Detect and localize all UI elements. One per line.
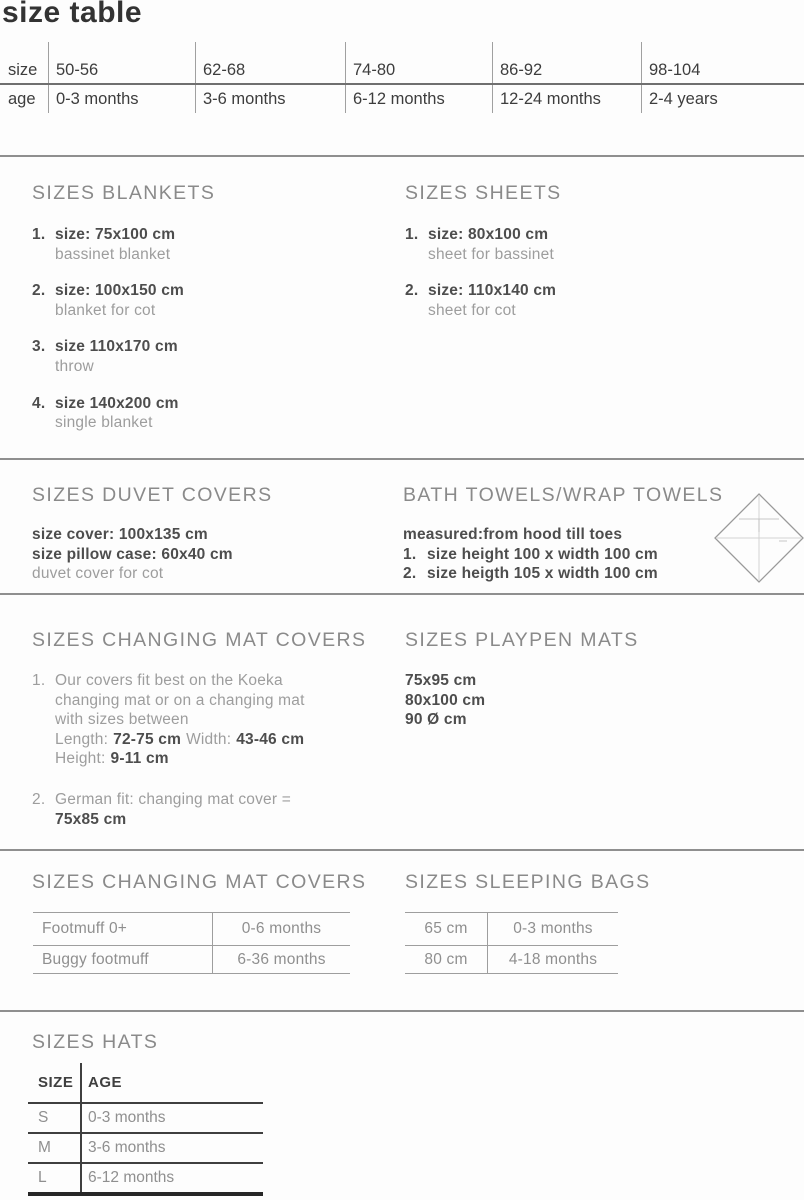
table-row xyxy=(28,1134,263,1164)
footmuffs-table xyxy=(33,912,350,974)
age-cell: 6-12 months xyxy=(345,85,492,113)
section-divider xyxy=(0,155,804,157)
size-cell: 86-92 xyxy=(492,42,641,83)
duvet-cover-size: size cover: 100x135 cm xyxy=(32,526,208,543)
hats-table xyxy=(28,1063,263,1196)
changing-mat-text: changing mat or on a changing mat xyxy=(55,691,305,709)
item-size: size: 75x100 cm xyxy=(55,226,176,243)
list-item xyxy=(32,671,372,769)
duvet-pillow-size: size pillow case: 60x40 cm xyxy=(32,545,233,563)
width-label: Width: xyxy=(186,730,232,748)
age-cell: 0-3 months xyxy=(48,85,195,113)
item-number: 2. xyxy=(405,282,419,300)
section-divider xyxy=(0,458,804,460)
list-item xyxy=(32,225,215,264)
size-cell: 62-68 xyxy=(195,42,345,83)
hat-age: 0-3 months xyxy=(80,1104,263,1132)
size-cell: 98-104 xyxy=(641,42,804,83)
duvet-heading: SIZES DUVET COVERS xyxy=(32,484,273,506)
playpen-heading: SIZES PLAYPEN MATS xyxy=(405,629,639,651)
table-row xyxy=(28,1104,263,1134)
list-item xyxy=(405,281,562,320)
section-divider xyxy=(0,593,804,595)
towels-intro: measured:from hood till toes xyxy=(403,526,623,543)
sleeping-bags-table xyxy=(405,912,618,974)
table-row xyxy=(33,946,350,974)
item-number: 1. xyxy=(405,226,419,243)
towel-size: size heigth 105 x width 100 cm xyxy=(427,565,658,583)
size-age-table xyxy=(0,42,804,113)
size-cell: 50-56 xyxy=(48,42,195,83)
list-item xyxy=(32,281,215,320)
age-cell: 3-6 months xyxy=(195,85,345,113)
blankets-heading: SIZES BLANKETS xyxy=(32,182,216,204)
age-row-label: age xyxy=(8,89,36,108)
width-value: 43-46 cm xyxy=(236,730,305,748)
section-sleeping-bags xyxy=(405,872,651,974)
item-number: 1. xyxy=(32,226,46,243)
page-title: size table xyxy=(2,0,143,29)
size-cell: 74-80 xyxy=(345,42,492,83)
item-size: size: 110x140 cm xyxy=(428,282,557,300)
footmuffs-heading: SIZES CHANGING MAT COVERS xyxy=(32,871,367,893)
length-label: Length: xyxy=(55,730,109,748)
hat-size: M xyxy=(38,1139,51,1156)
playpen-size: 90 Ø cm xyxy=(405,711,467,729)
hat-size: S xyxy=(38,1109,49,1126)
playpen-size: 75x95 cm xyxy=(405,672,477,689)
changing-mat-heading: SIZES CHANGING MAT COVERS xyxy=(32,629,367,651)
age-column-header: AGE xyxy=(80,1063,263,1102)
item-number: 4. xyxy=(32,394,46,412)
changing-mat-text: Our covers fit best on the Koeka xyxy=(55,672,283,689)
bag-age: 0-3 months xyxy=(487,913,618,945)
hat-age: 6-12 months xyxy=(80,1164,263,1192)
item-number: 2. xyxy=(403,565,417,583)
size-row xyxy=(0,42,804,85)
hats-table-header xyxy=(28,1063,263,1104)
hat-age: 3-6 months xyxy=(80,1134,263,1162)
item-description: bassinet blanket xyxy=(55,245,171,263)
age-row xyxy=(0,85,804,113)
item-number: 1. xyxy=(32,672,46,689)
section-divider xyxy=(0,1010,804,1012)
sleeping-bags-heading: SIZES SLEEPING BAGS xyxy=(405,871,651,893)
bag-size: 65 cm xyxy=(424,920,468,937)
age-cell: 2-4 years xyxy=(641,85,804,113)
hat-size: L xyxy=(38,1169,47,1186)
footmuff-age: 0-6 months xyxy=(212,913,350,945)
table-row xyxy=(28,1164,263,1196)
section-divider xyxy=(0,849,804,851)
duvet-description: duvet cover for cot xyxy=(32,565,164,583)
item-size: size: 80x100 cm xyxy=(428,226,549,243)
item-size: size: 100x150 cm xyxy=(55,282,185,300)
footmuff-item: Buggy footmuff xyxy=(42,950,149,968)
footmuff-item: Footmuff 0+ xyxy=(42,920,128,937)
playpen-size: 80x100 cm xyxy=(405,691,486,709)
height-value: 9-11 cm xyxy=(110,750,169,768)
item-description: sheet for cot xyxy=(428,301,516,319)
item-description: sheet for bassinet xyxy=(428,245,554,263)
towels-heading: BATH TOWELS/WRAP TOWELS xyxy=(403,484,724,506)
section-blankets xyxy=(32,183,215,450)
section-footmuffs xyxy=(32,872,366,974)
bag-age: 4-18 months xyxy=(487,946,618,973)
list-item xyxy=(32,790,372,829)
section-duvet-covers xyxy=(32,485,272,584)
size-column-header: SIZE xyxy=(38,1074,74,1091)
item-size: size 140x200 cm xyxy=(55,394,179,412)
section-hats xyxy=(32,1032,263,1196)
size-row-label: size xyxy=(8,61,38,79)
item-description: blanket for cot xyxy=(55,301,156,319)
sheets-heading: SIZES SHEETS xyxy=(405,182,562,204)
list-item xyxy=(32,394,215,433)
section-playpen-mats xyxy=(405,630,639,730)
list-item xyxy=(405,225,562,264)
item-number: 3. xyxy=(32,338,46,356)
table-row xyxy=(405,946,618,974)
bag-size: 80 cm xyxy=(424,950,468,968)
changing-mat-text: with sizes between xyxy=(55,711,189,729)
german-fit-text: German fit: changing mat cover = xyxy=(55,790,291,808)
section-bath-towels xyxy=(403,485,723,584)
german-fit-value: 75x85 cm xyxy=(55,810,127,828)
table-row xyxy=(405,913,618,946)
list-item xyxy=(32,337,215,376)
item-number: 1. xyxy=(403,545,417,563)
hats-heading: SIZES HATS xyxy=(32,1031,159,1053)
towel-size: size height 100 x width 100 cm xyxy=(427,545,658,563)
item-number: 2. xyxy=(32,282,46,300)
item-description: throw xyxy=(55,357,94,375)
item-size: size 110x170 cm xyxy=(55,338,178,356)
age-cell: 12-24 months xyxy=(492,85,641,113)
table-row xyxy=(33,913,350,946)
item-number: 2. xyxy=(32,790,46,808)
item-description: single blanket xyxy=(55,414,153,432)
height-label: Height: xyxy=(55,750,106,768)
section-changing-mat-covers xyxy=(32,630,372,846)
length-value: 72-75 cm xyxy=(113,730,182,748)
footmuff-age: 6-36 months xyxy=(212,946,350,973)
section-sheets xyxy=(405,183,562,337)
towel-fold-diagram-icon xyxy=(713,492,804,584)
